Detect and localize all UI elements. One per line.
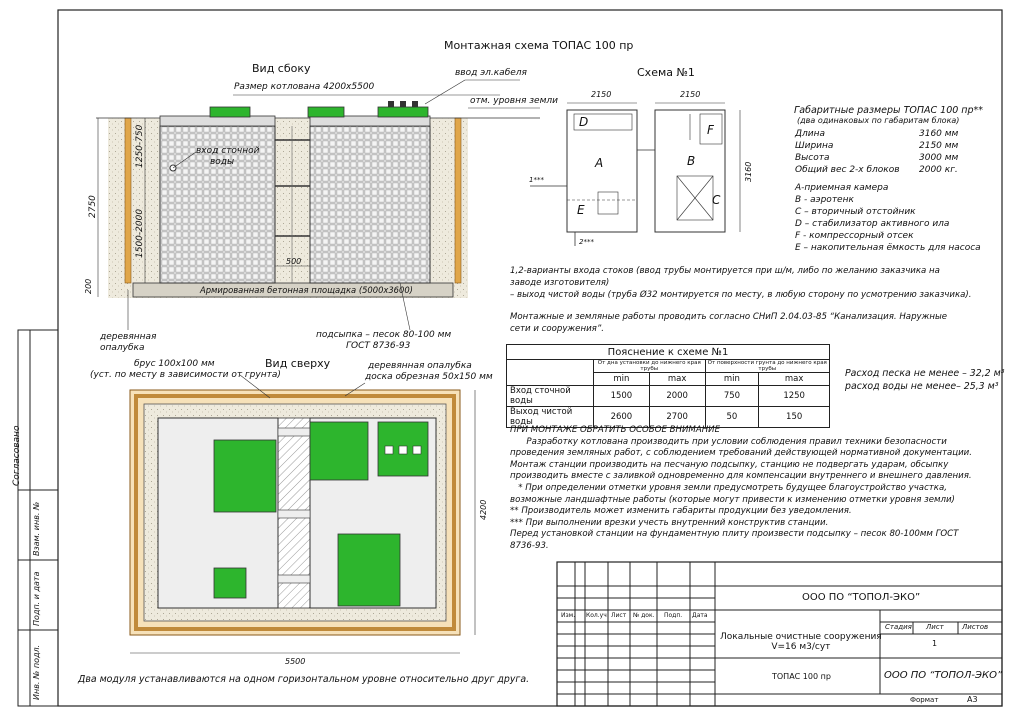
page-title: Монтажная схема ТОПАС 100 пр xyxy=(444,39,634,52)
label-b: B xyxy=(687,154,696,168)
stamp-h-date: Дата xyxy=(692,612,708,619)
specs-heading: Габаритные размеры ТОПАС 100 пр** xyxy=(794,105,984,116)
stamp-format-val: А3 xyxy=(967,695,978,704)
stamp-sheet: Лист xyxy=(926,623,944,631)
stamp-h-list: Лист xyxy=(611,612,627,619)
side-stamp-replace: Взам. инв. № xyxy=(32,501,41,556)
note-line: – выход чистой воды (труба Ø32 монтируется по месту, в любую сторону по усмотрению заказчика). xyxy=(510,290,972,300)
formwork-top-label: деревянная опалубка доска обрезная 50х150 мм xyxy=(365,361,493,382)
stamp-product: Локальные очистные сооружения V=16 м3/сут xyxy=(720,632,882,652)
dim-top: 1250-750 xyxy=(135,124,145,168)
hatch-large-left xyxy=(214,440,276,512)
dim-total: 2750 xyxy=(88,195,98,218)
dim-height: 4200 xyxy=(479,499,488,520)
formwork-right xyxy=(455,118,461,283)
stamp-sheet-no: 1 xyxy=(932,639,938,648)
stamp-model: ТОПАС 100 пр xyxy=(772,672,831,681)
inlet-2: 2*** xyxy=(579,238,594,246)
side-stamp-agreed: Согласовано xyxy=(12,425,22,486)
label-e: E xyxy=(577,203,585,217)
inlet-1: 1*** xyxy=(529,176,544,184)
inlet-label: вход сточной воды xyxy=(196,146,260,167)
top-view-caption: Два модуля устанавливаются на одном горизонтальном уровне относительно друг друга. xyxy=(78,674,530,685)
chamber-legend: А-приемная камера В - аэротенк С – вторичный отстойник D – стабилизатор активного ила F - компрессорный отсек E – накопительная ёмкость для насоса xyxy=(795,183,981,253)
module-right xyxy=(310,126,430,283)
lid-right xyxy=(378,107,428,117)
dim-width: 5500 xyxy=(285,657,306,666)
label-f: F xyxy=(707,123,714,137)
dim-bottom: 200 xyxy=(84,278,93,294)
formwork-left xyxy=(125,118,131,283)
scheme-dim-1: 2150 xyxy=(591,90,612,99)
note-line: 1,2-варианты входа стоков (ввод трубы монтируется при ш/м, либо по желанию заказчика на xyxy=(510,266,940,276)
installation-notes: ПРИ МОНТАЖЕ ОБРАТИТЬ ОСОБОЕ ВНИМАНИЕ Разработку котлована производить при условии соблюдения правил техники безопасности проведения земляных работ, с соблюдением требований действующей нормативной документации. Монтаж станции производить на песчаную подсыпку, станцию не подвергать ударам, обсыпку производить вместе с заливкой одновременно для компенсации внутреннего и внешнего давления. * При определении отметки уровня земли предусмотреть будущее благоустройство участка, возможные ландшафтные работы (которые могут привести к изменению отметки уровня земли) ** Производитель может изменить габариты продукции без уведомления. *** При выполнении врезки учесть внутренний конструктив станции. Перед установкой станции на фундаментную плиту произвести подсыпку – песок 80-100мм ГОСТ 8736-93. xyxy=(510,425,972,551)
consumption: Расход песка не менее – 32,2 м³ расход воды не менее– 25,3 м³ xyxy=(845,368,1005,392)
side-stamp-sign: Подп. и дата xyxy=(32,571,41,626)
side-view-heading: Вид сбоку xyxy=(252,62,311,75)
table-caption: Пояснение к схеме №1 xyxy=(507,345,830,360)
scheme-heading: Схема №1 xyxy=(637,66,695,79)
side-stamp-inv: Инв. № подл. xyxy=(32,644,41,700)
stamp-sheets: Листов xyxy=(962,623,989,631)
scheme-dim-h: 3160 xyxy=(744,161,753,182)
stamp-format: Формат xyxy=(910,696,939,704)
cable-entry-label: ввод эл.кабеля xyxy=(455,68,527,78)
top-view-heading: Вид сверху xyxy=(265,357,331,370)
beam-label: брус 100х100 мм (уст. по месту в зависимости от грунта) xyxy=(90,359,281,380)
slab-label: Армированная бетонная площадка (5000х3600) xyxy=(200,285,413,295)
specs-sub: (два одинаковых по габаритам блока) xyxy=(797,116,960,125)
stamp-h-izm: Изм. xyxy=(561,612,576,619)
explanation-table: Пояснение к схеме №1 От дна установки до нижнего края трубы От поверхности грунта до нижнего края трубы min max min max Вход сточной воды 1500 2000 750 1250 Выход чистой воды 2600 2700 50 150 xyxy=(506,344,830,428)
formwork-side-label: деревянная опалубка xyxy=(100,332,157,353)
stamp-stage: Стадия xyxy=(885,623,912,631)
scheme-dim-2: 2150 xyxy=(680,90,701,99)
note-line: сети и сооружения”. xyxy=(510,324,605,334)
bedding-label: подсыпка – песок 80-100 мм ГОСТ 8736-93 xyxy=(316,330,452,351)
lid-left xyxy=(210,107,250,117)
note-line: Монтажные и земляные работы проводить согласно СНиП 2.04.03-85 “Канализация. Наружные xyxy=(510,312,948,322)
stamp-h-podp: Подп. xyxy=(664,612,683,619)
label-d: D xyxy=(579,115,589,129)
dim-gap: 500 xyxy=(286,257,302,266)
stamp-h-kol: Кол.уч xyxy=(586,612,607,619)
top-view xyxy=(130,375,475,653)
label-a: A xyxy=(595,156,604,170)
stamp-h-doc: № док. xyxy=(633,612,655,619)
stamp-company-2: ООО ПО “ТОПОЛ-ЭКО” xyxy=(884,670,1003,681)
hatch-small-left xyxy=(214,568,246,598)
specs-table: Длина 3160 мм Ширина 2150 мм Высота 3000 мм Общий вес 2-х блоков 2000 кг. xyxy=(795,129,959,175)
stamp-company: ООО ПО “ТОПОЛ-ЭКО” xyxy=(802,592,921,603)
label-c: C xyxy=(712,193,721,207)
dim-mid: 1500-2000 xyxy=(135,208,145,258)
ground-mark-label: отм. уровня земли xyxy=(470,96,558,106)
pit-size-label: Размер котлована 4200х5500 xyxy=(234,82,375,92)
note-line: заводе изготовителя) xyxy=(510,278,610,288)
